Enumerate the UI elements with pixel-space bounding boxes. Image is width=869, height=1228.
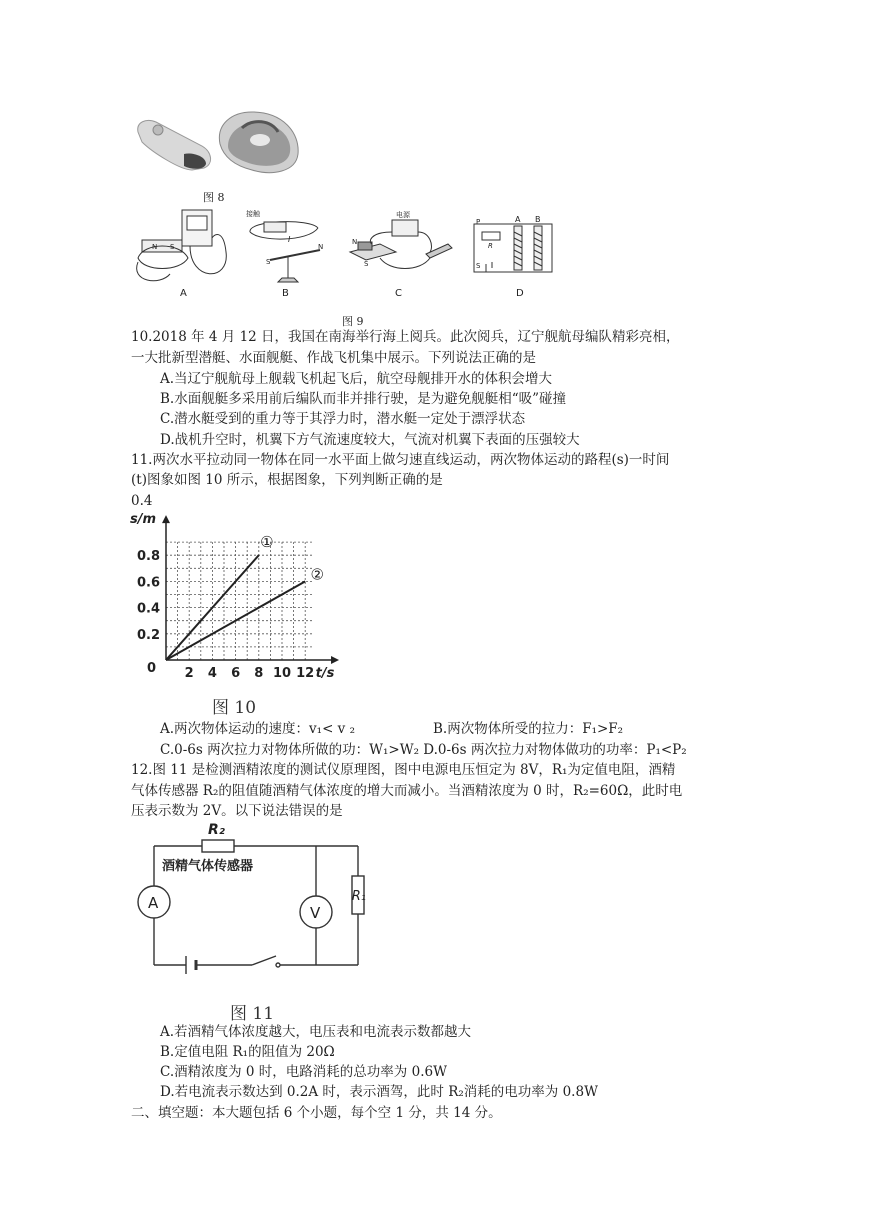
x-tick-label: 8 bbox=[254, 666, 264, 681]
voltmeter-label: V bbox=[310, 904, 321, 922]
figure-11-caption: 图 11 bbox=[230, 1004, 275, 1024]
panel-d-r: R bbox=[488, 242, 493, 250]
figure-9 bbox=[130, 202, 580, 312]
r2-label: R₂ bbox=[208, 822, 225, 838]
q12-option-c: C.酒精浓度为 0 时，电路消耗的总功率为 0.6W bbox=[160, 1064, 447, 1080]
q10-option-b: B.水面舰艇多采用前后编队而非并排行驶，是为避免舰艇相“吸”碰撞 bbox=[160, 391, 567, 407]
panel-b-s: S bbox=[266, 258, 271, 266]
y-tick-label: 0.2 bbox=[136, 627, 160, 643]
sandal-right-image bbox=[219, 112, 298, 173]
x-tick-label: 10 bbox=[272, 666, 292, 681]
panel-c-s: S bbox=[364, 260, 369, 268]
figure-8-caption: 图 8 bbox=[203, 191, 225, 204]
q10-stem-line2: 一大批新型潜艇、水面舰艇、作战飞机集中展示。下列说法正确的是 bbox=[131, 350, 536, 366]
q11-options-cd: C.0-6s 两次拉力对物体所做的功：W₁>W₂ D.0-6s 两次拉力对物体做功的功率：P₁<P₂ bbox=[160, 742, 687, 758]
q11-option-b: B.两次物体所受的拉力：F₁>F₂ bbox=[433, 721, 624, 737]
q12-option-d: D.若电流表示数达到 0.2A 时，表示酒驾，此时 R₂消耗的电功率为 0.8W bbox=[160, 1084, 598, 1100]
origin-label: 0 bbox=[146, 661, 156, 676]
panel-b-n: N bbox=[318, 243, 324, 251]
panel-c-n: N bbox=[352, 238, 358, 246]
y-tick-label: 0.4 bbox=[136, 601, 160, 617]
q10-stem-line1: 10.2018 年 4 月 12 日，我国在南海举行海上阅兵。此次阅兵，辽宁舰航母编队精彩亮相， bbox=[131, 329, 680, 345]
figure-9-caption: 图 9 bbox=[342, 315, 364, 328]
q10-option-c: C.潜水艇受到的重力等于其浮力时，潜水艇一定处于漂浮状态 bbox=[160, 411, 526, 427]
panel-b-contact: 接触 bbox=[246, 210, 260, 218]
figure-9-drawings bbox=[130, 202, 580, 312]
panel-d-p: P bbox=[476, 218, 481, 226]
panel-a-label: A bbox=[180, 288, 187, 299]
q11-option-a: A.两次物体运动的速度：v₁< v ₂ bbox=[160, 721, 356, 737]
panel-a-drawing bbox=[137, 210, 227, 281]
battery-symbol bbox=[186, 956, 196, 974]
x-axis-arrow bbox=[331, 656, 339, 664]
q12-stem-line1: 12.图 11 是检测酒精浓度的测试仪原理图，图中电源电压恒定为 8V，R₁为定值电阻，酒精 bbox=[131, 762, 676, 778]
q12-stem-line3: 压表示数为 2V。以下说法错误的是 bbox=[131, 803, 343, 819]
y-axis-arrow bbox=[162, 515, 170, 523]
insole-photos bbox=[132, 104, 304, 184]
panel-c-power: 电源 bbox=[396, 211, 410, 219]
panel-b-current: I bbox=[288, 235, 291, 244]
q11-stem-line2: (t)图象如图 10 所示，根据图象，下列判断正确的是 bbox=[131, 472, 443, 488]
panel-d-drawing bbox=[474, 224, 552, 272]
panel-a-n: N bbox=[152, 243, 158, 251]
panel-d-s: S bbox=[476, 262, 481, 270]
q10-option-a: A.当辽宁舰航母上舰载飞机起飞后，航空母舰排开水的体积会增大 bbox=[160, 371, 553, 387]
panel-d-b: B bbox=[535, 215, 541, 224]
sensor-label: 酒精气体传感器 bbox=[162, 859, 254, 874]
y-tick-label: 0.6 bbox=[136, 575, 160, 591]
figure-11-circuit bbox=[130, 820, 370, 982]
panel-b-label: B bbox=[282, 288, 289, 299]
y-tick-label: 0.8 bbox=[136, 549, 160, 565]
figure-10-caption: 图 10 bbox=[212, 698, 257, 718]
q10-option-d: D.战机升空时，机翼下方气流速度较大，气流对机翼下表面的压强较大 bbox=[160, 432, 580, 448]
x-axis-label: t/s bbox=[315, 666, 335, 681]
x-tick-label: 4 bbox=[207, 666, 217, 681]
panel-b-drawing bbox=[250, 222, 320, 282]
series-label: ② bbox=[310, 565, 324, 584]
panel-d-a: A bbox=[515, 215, 521, 224]
x-tick-label: 2 bbox=[184, 666, 194, 681]
r1-label: R₁ bbox=[351, 889, 366, 904]
q11-stem-line1: 11.两次水平拉动同一物体在同一水平面上做匀速直线运动，两次物体运动的路程(s)一时间 bbox=[131, 452, 670, 468]
panel-c-label: C bbox=[395, 288, 402, 299]
panel-a-s: S bbox=[170, 243, 175, 251]
q12-option-a: A.若酒精气体浓度越大，电压表和电流表示数都越大 bbox=[160, 1024, 472, 1040]
q11-stray-value: 0.4 bbox=[131, 493, 153, 509]
y-axis-label: s/m bbox=[130, 512, 157, 528]
section-2-title: 二、填空题：本大题包括 6 个小题，每个空 1 分，共 14 分。 bbox=[131, 1105, 502, 1121]
figure-10-chart bbox=[128, 508, 335, 688]
q12-option-b: B.定值电阻 R₁的阻值为 20Ω bbox=[160, 1044, 335, 1060]
figure-8 bbox=[132, 104, 304, 184]
ammeter-label: A bbox=[148, 894, 159, 912]
x-tick-label: 12 bbox=[296, 666, 315, 681]
circuit-svg bbox=[130, 820, 370, 982]
panel-d-label: D bbox=[516, 288, 524, 299]
x-tick-label: 6 bbox=[231, 666, 241, 681]
st-chart-svg bbox=[128, 508, 335, 688]
q12-stem-line2: 气体传感器 R₂的阻值随酒精气体浓度的增大而减小。当酒精浓度为 0 时，R₂=60Ω，此时电 bbox=[131, 783, 683, 799]
insole-left-image bbox=[138, 120, 211, 170]
series-label: ① bbox=[260, 533, 274, 552]
r2-resistor bbox=[202, 840, 234, 852]
